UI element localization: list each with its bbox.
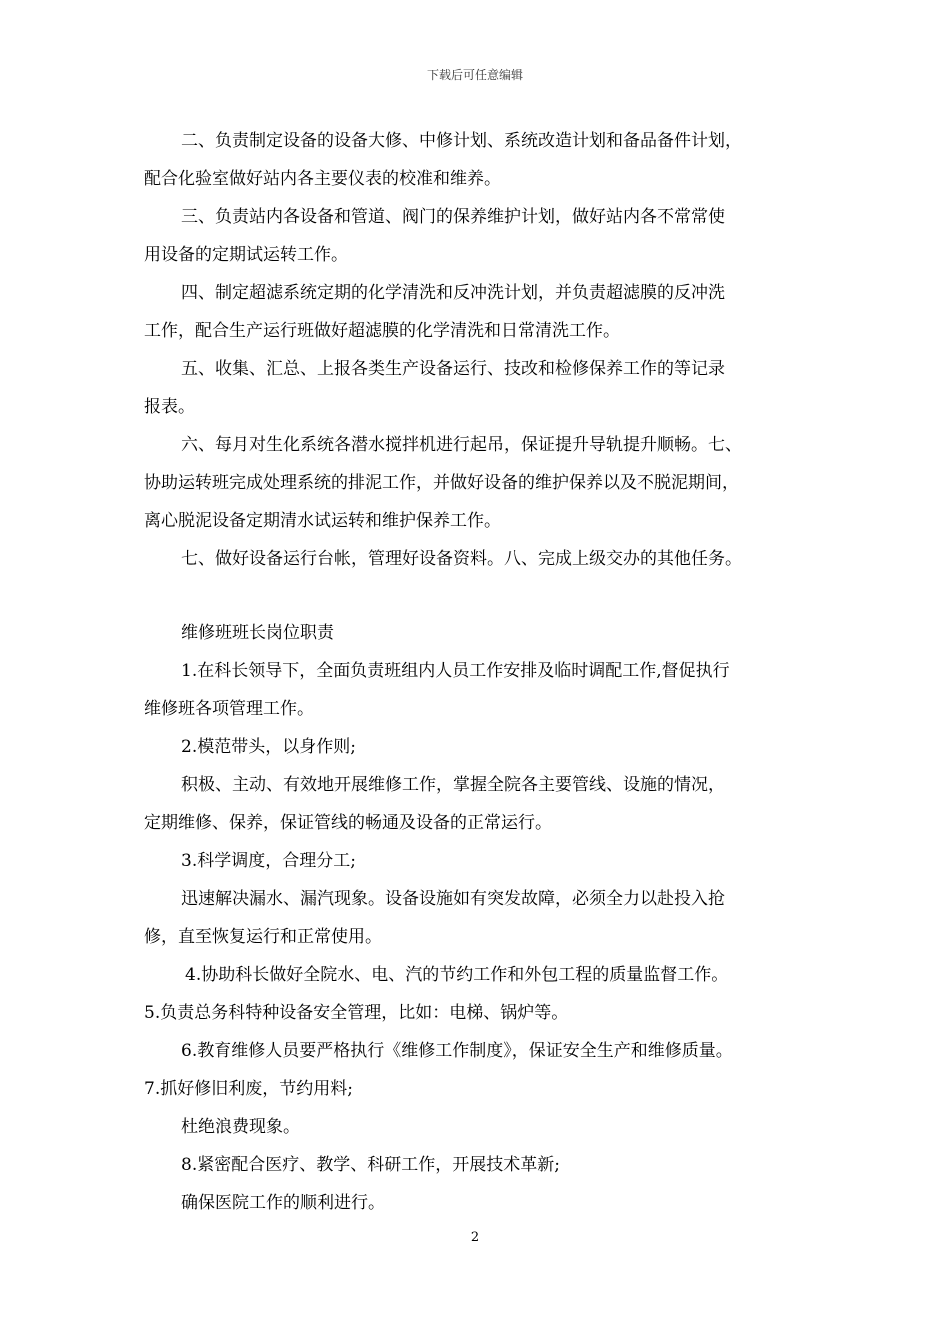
- paragraph-line: 报表。: [144, 397, 195, 417]
- paragraph-line: 修，直至恢复运行和正常使用。: [144, 927, 382, 947]
- section-title: 维修班班长岗位职责: [181, 623, 334, 643]
- paragraph-line: 确保医院工作的顺利进行。: [181, 1193, 385, 1213]
- paragraph-line: 离心脱泥设备定期清水试运转和维护保养工作。: [144, 511, 501, 531]
- paragraph-line: 积极、主动、有效地开展维修工作，掌握全院各主要管线、设施的情况，: [181, 775, 725, 795]
- document-body: [144, 122, 824, 1222]
- paragraph-line: 定期维修、保养，保证管线的畅通及设备的正常运行。: [144, 813, 552, 833]
- paragraph-line: 工作，配合生产运行班做好超滤膜的化学清洗和日常清洗工作。: [144, 321, 620, 341]
- page-number: 2: [470, 1230, 480, 1245]
- paragraph-line: 8.紧密配合医疗、教学、科研工作，开展技术革新;: [181, 1155, 560, 1175]
- paragraph-line: 维修班各项管理工作。: [144, 699, 314, 719]
- paragraph-line: 3.科学调度，合理分工;: [181, 851, 356, 871]
- paragraph-line: 配合化验室做好站内各主要仪表的校准和维养。: [144, 169, 501, 189]
- paragraph-line: 五、收集、汇总、上报各类生产设备运行、技改和检修保养工作的等记录: [181, 359, 725, 379]
- paragraph-line: 迅速解决漏水、漏汽现象。设备设施如有突发故障，必须全力以赴投入抢: [181, 889, 725, 909]
- section-spacer: [144, 578, 824, 614]
- page-header: 下载后可任意编辑: [426, 68, 523, 82]
- paragraph-line: 杜绝浪费现象。: [181, 1117, 300, 1137]
- paragraph-line: 四、制定超滤系统定期的化学清洗和反冲洗计划，并负责超滤膜的反冲洗: [181, 283, 725, 303]
- paragraph-line: 三、负责站内各设备和管道、阀门的保养维护计划，做好站内各不常常使: [181, 207, 725, 227]
- paragraph-line: 4.协助科长做好全院水、电、汽的节约工作和外包工程的质量监督工作。: [185, 965, 729, 985]
- paragraph-line: 二、负责制定设备的设备大修、中修计划、系统改造计划和备品备件计划，: [181, 131, 742, 151]
- paragraph-line: 2.模范带头，以身作则;: [181, 737, 356, 757]
- paragraph-line: 协助运转班完成处理系统的排泥工作，并做好设备的维护保养以及不脱泥期间，: [144, 473, 739, 493]
- paragraph-line: 7.抓好修旧利废，节约用料;: [144, 1079, 353, 1099]
- paragraph-line: 6.教育维修人员要严格执行《维修工作制度》，保证安全生产和维修质量。: [181, 1041, 733, 1061]
- paragraph-line: 用设备的定期试运转工作。: [144, 245, 348, 265]
- paragraph-line: 1.在科长领导下，全面负责班组内人员工作安排及临时调配工作,督促执行: [181, 661, 730, 681]
- paragraph-line: 七、做好设备运行台帐，管理好设备资料。八、完成上级交办的其他任务。: [181, 549, 742, 569]
- paragraph-line: 5.负责总务科特种设备安全管理，比如：电梯、锅炉等。: [144, 1003, 569, 1023]
- paragraph-line: 六、每月对生化系统各潜水搅拌机进行起吊，保证提升导轨提升顺畅。七、: [181, 435, 742, 455]
